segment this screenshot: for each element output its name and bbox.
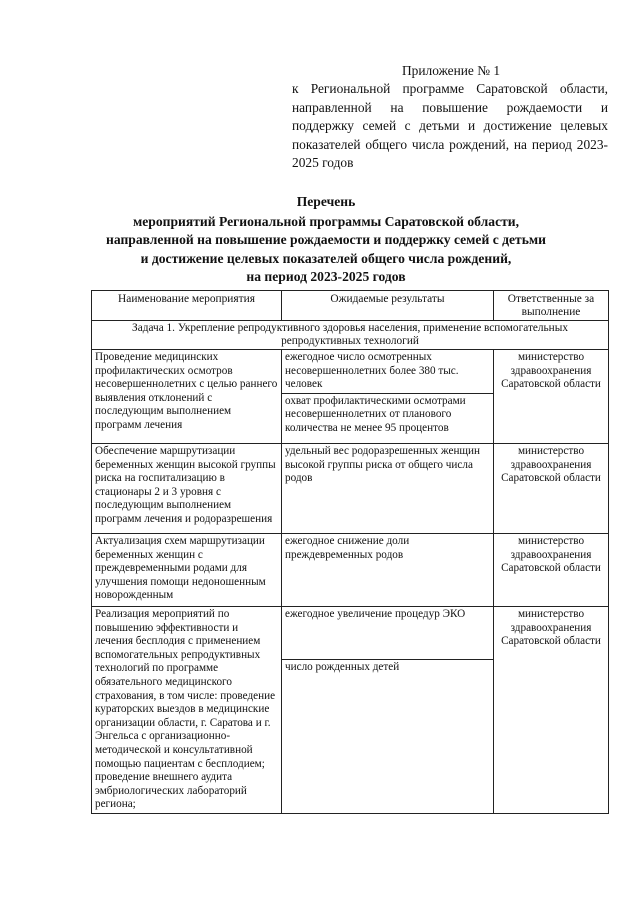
measure-results — [282, 534, 494, 607]
measure-results — [282, 444, 494, 534]
measure-name: Реализация мероприятий по повышению эффективности и лечения бесплодия с применением вспомогательных репродуктивных технологий по программе обязательного медицинского страхования, в том числе: проведение кураторских выездов в медицинские организации области, г. Саратова и г. Энгельса с организационно-методической и консультативной помощью пациентам с бесплодием; проведение внешнего аудита эмбриологических лабораторий региона; — [92, 607, 282, 814]
table-row — [92, 444, 609, 534]
heading-line-2: мероприятий Региональной программы Саратовской области, — [132, 214, 520, 230]
expected-result: ежегодное снижение доли преждевременных родов — [285, 535, 410, 561]
expected-result: число рожденных детей — [282, 659, 493, 676]
table-header-row — [92, 291, 609, 321]
responsible-body: министерство здравоохранения Саратовской области — [494, 607, 609, 814]
table-row — [92, 607, 609, 814]
heading-line-4: и достижение целевых показателей общего числа рождений, — [140, 250, 512, 266]
heading-line-5: на период 2023-2025 годов — [246, 268, 406, 284]
expected-result: охват профилактическими осмотрами несовершеннолетних от планового количества не менее 95 процентов — [282, 393, 493, 437]
responsible-body: министерство здравоохранения Саратовской области — [494, 444, 609, 534]
measures-table — [91, 290, 609, 814]
table-row — [92, 350, 609, 444]
header-responsible: Ответственные за выполнение — [494, 291, 609, 321]
responsible-body: министерство здравоохранения Саратовской области — [494, 534, 609, 607]
measure-name: Актуализация схем маршрутизации беременных женщин с преждевременными родами для улучшения помощи недоношенным новорожденным — [92, 534, 282, 607]
task-row — [92, 321, 609, 350]
appendix-number: Приложение № 1 — [402, 63, 501, 78]
heading-line-1: Перечень — [296, 194, 356, 209]
appendix-block — [292, 62, 608, 172]
responsible-body: министерство здравоохранения Саратовской области — [494, 350, 609, 444]
heading-line-3: направленной на повышение рождаемости и поддержку семей с детьми — [106, 232, 546, 248]
expected-result: ежегодное число осмотренных несовершеннолетних более 380 тыс. человек — [285, 351, 459, 391]
measure-results — [282, 607, 494, 814]
document-heading — [86, 193, 566, 286]
task-1-title: Задача 1. Укрепление репродуктивного здоровья населения, применение вспомогательных репродуктивных технологий — [92, 321, 609, 350]
expected-result: удельный вес родоразрешенных женщин высокой группы риска от общего числа родов — [285, 445, 481, 485]
measure-name: Проведение медицинских профилактических осмотров несовершеннолетних с целью раннего выявления отклонений с последующим выполнением программ лечения — [92, 350, 282, 444]
appendix-text: к Региональной программе Саратовской области, направленной на повышение рождаемости и поддержку семей с детьми и достижение целевых показателей общего числа рождений, на период 2023-2025 годов — [292, 81, 608, 171]
measure-name: Обеспечение маршрутизации беременных женщин высокой группы риска на госпитализацию в стационары 2 и 3 уровня с последующим выполнением программ лечения и родоразрешения — [92, 444, 282, 534]
expected-result: ежегодное увеличение процедур ЭКО — [285, 608, 466, 620]
header-results: Ожидаемые результаты — [282, 291, 494, 321]
table-row — [92, 534, 609, 607]
measure-results — [282, 350, 494, 444]
header-name: Наименование мероприятия — [92, 291, 282, 321]
